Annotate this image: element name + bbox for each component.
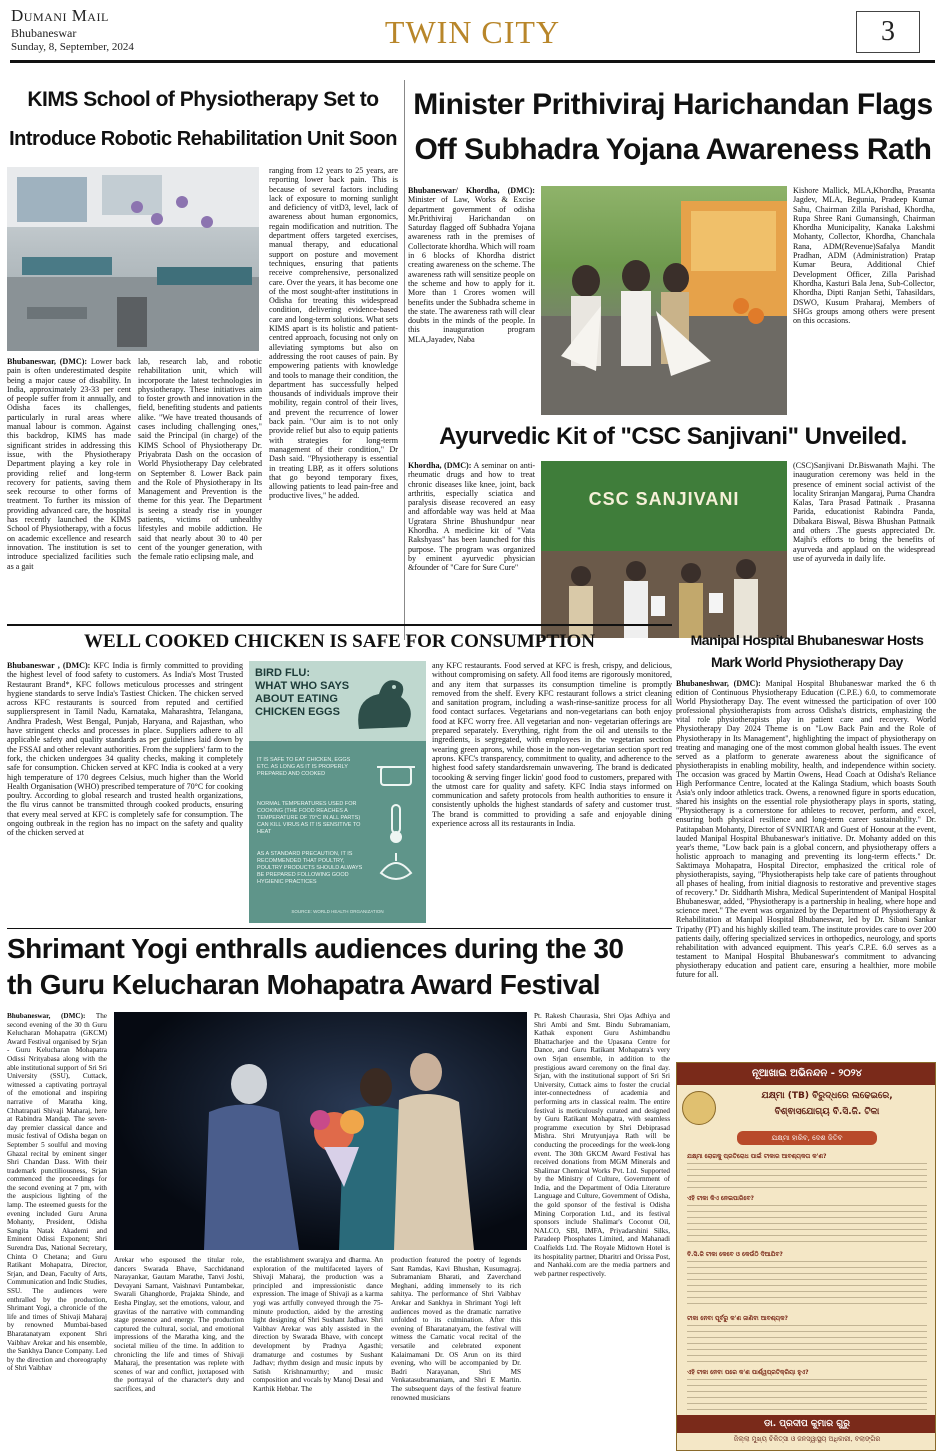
paper-name: Dumani Mail <box>11 6 109 25</box>
yogi-col-4 <box>391 1256 521 1452</box>
kims-headline-1: KIMS School of Physiotherapy Set to <box>27 88 379 111</box>
chicken-dateline: Bhubaneswar , (DMC): <box>7 661 91 670</box>
yogi-col-3 <box>253 1256 383 1452</box>
minister-text-2: Kishore Mallick, MLA,Khordha, Prasanta Jagdev, MLA, Begunia, Pradeep Kumar Sahu, Chairman Zilla Parishad, Khordha, Rupa Shree Rani Gumansingh, Chairman Khordha Municipality, Kanaka Lakshmi Mohanty, Collector, Khordha, Chanchala Rana, ADM(Revenue)Safalya Mandit Pradhan, ADM (Administration) Pratap Kumar Beura, Additional Chief Development Officer, Zilla Parishad Khordha, Kasturi Bala Jena, Sub-Collector, Khordha, Dipti Ranjan Sethi, Tahasildars, DSWO, Kusum Praharaj, Members of SHGs groups among others were present on this occasions. <box>793 186 935 326</box>
infographic-point-1: IT IS SAFE TO EAT CHICKEN, EGGS ETC. AS LONG AS IT IS PROPERLY PREPARED AND COOKED <box>257 757 351 777</box>
yogi-headline-2: th Guru Kelucharan Mohapatra Award Festival <box>7 969 601 1000</box>
yogi-text-3: the establishment swarajya and dharma. An exploration of the multifaceted layers of Shivaji Maharaj, the production was a principled and impressionistic dance expression. The image of Shivaji as a karma yogi was artfully conveyed through the 75-minute production, aided by the arresting light designing of Shri Sushant Jadhav. Shri Vaibhav Arekar was ably assisted in the direction by Swarada Bhave, with concept development by Pradnya Agasthi; dramaturge and costumes by Sushant Jadhav; rhythm design and music inputs by Satish Krishnamurthy; and music composition and vocals by Manoj Desai and Karthik Hebbar. The <box>253 1256 383 1393</box>
ad-question-5: ଏହି ଟୀକା ନେବା ପରେ କ'ଣ ପାର୍ଶ୍ୱପ୍ରତିକ୍ରିୟା ହୁଏ? <box>687 1369 809 1376</box>
yogi-col-5 <box>534 1012 670 1452</box>
section-rule <box>7 624 672 626</box>
bird-flu-infographic <box>249 661 426 923</box>
ad-title-2: ବିଶ୍ଵାସଯୋଗ୍ୟ ବି.ସି.ଜି. ଟିକା <box>774 1107 880 1117</box>
hand-washing-icon <box>381 853 411 879</box>
kims-physio-room-photo <box>7 167 259 351</box>
yogi-headline-1: Shrimant Yogi enthralls audiences during the 30 <box>7 933 624 964</box>
minister-col-1 <box>408 186 535 416</box>
ad-subtitle: ଯକ୍ଷ୍ମା ହାରିବ, ଦେଶ ଜିତିବ <box>737 1131 877 1145</box>
edition-date: Sunday, 8, September, 2024 <box>11 41 134 53</box>
infographic-title-4: CHICKEN EGGS <box>255 706 340 718</box>
kims-text-2: lab, research lab, and robotic rehabilitation unit, which will incorporate the latest technologies in physiotherapy. These initiatives aim to foster growth and innovation in the field, benefiting students and patients alike. "We have treated thousands of cases including challenging ones," said the Principal (in charge) of the KIMS School of Physiotherapy Dr. Priyabrata Dash on the occasion of World Physiotherapy Day celebrated on September 8. Lower Back pain and the Role of Physiotherapy in Its Management and Prevention is the theme for this year. The Department is seeing a steady rise in younger patients, victims of unhealthy lifestyles and mobile addiction. He said that nearly about 30 to 40 per cent of the younger generation, with the female ratio eclipsing male, and <box>138 357 262 562</box>
ad-question-4: ଟୀକା ନେବା ପୂର୍ବରୁ କ'ଣ ଜାଣିବା ଆବଶ୍ୟକ? <box>687 1315 788 1322</box>
chicken-text-2: any KFC restaurants. Food served at KFC is fresh, crispy, and delicious, without compromising on safety. All food items are rigorously monitored, and any item that surpasses its consumption timeline is promptly removed from the shelf. Every KFC restaurant follows a strict cleaning and sanitation program, including a wash-rinse-sanitize process for all food contact surfaces. Vegetarians and non-vegetarians can both enjoy food at KFC worry free. All vegetarian and non- vegetarian offerings are prepared separately. Everything, right from the oil and utensils to the ingredients, is segregated, with employees in the vegetarian section wearing green aprons, while those in the non-vegetarian section sport red aprons. KFC's transparency, commitment to quality, and adherence to the highest food safety standardsremain unwavering. The brand is dedicated tocooking & serving finger lickin' good food to customers, prepared with the utmost care for quality and safety. KFC India stays informed on communication and safety protocols from health authorities to ensure it consistently upholds the highest standards of safety and customer trust. The brand is committed to providing a safe and enjoyable dining experience across all its restaurants in India. <box>432 661 672 829</box>
masthead <box>0 0 945 62</box>
ad-question-1: ଯକ୍ଷ୍ମା ରୋଗକୁ ପ୍ରତିରୋଧ ପାଇଁ ଟୀକାର ଆବଶ୍ୟକତା କ'ଣ? <box>687 1153 827 1160</box>
ayurvedic-text-1: A seminar on anti-rheumatic drugs and how to treat chronic diseases like knee, joint, back arthritis, especially sciatica and paralysis disease recovered an easy and affordable way was held at Maa Ugratara Shrine Bhushundpur near Khordha. A medicine kit of "Vata Rakshyass" has been launched for this purpose. The program was organized by eminent ayurvedic physician &founder of "Care for Sure Cure" <box>408 461 535 573</box>
ad-question-3: ବି.ସି.ଜି ଟୀକା କେବେ ଓ କେଉଁଠି ଦିଆଯିବ? <box>687 1251 783 1258</box>
manipal-headline-2: Mark World Physiotherapy Day <box>711 654 903 670</box>
kims-text-1: Lower back pain is often underestimated despite being a major cause of disability. In India, approximately 23-33 per cent of people suffer from it annually, and Odisha faces its challenges, particularly in rural areas where manual labour is common. Against this backdrop, KIMS has made significant strides in addressing this issue, with the Physiotherapy Department playing a key role in providing relief and long-term recovery for patients, saving them seek recourse to other forms of treatment. To further its mission of providing advanced care, the hospital has recently launched the KIMS School of Physiotherapy, with a focus on academic excellence and research innovation. The institution is set to introduce specialized facilities such as a gait <box>7 357 131 571</box>
ayurvedic-dateline: Khordha, (DMC): <box>408 461 472 470</box>
chicken-text-1: KFC India is firmly committed to providing the highest level of food safety to customers. As India's Most Trusted Restaurant Brand*, KFC follows meticulous processes and stringent hygiene standards to serve India's Tastiest Chicken. The chicken served across KFC restaurants is sourced from reputed and certified supplierspresent in Tamil Nadu, Karnataka, Maharashtra, Telangana, Andhra Pradesh, West Bengal, Punjab, Haryana, and Rajasthan, who have stringent checks and processes in place. Suppliers adhere to all applicable safety and quality standards as per guidelines laid down by the FSSAI and other relevant authorities. From the suppliers' farm to the fork, the chicken undergoes 34 quality checks, making it completely safe for consumption. Chicken served at KFC India is cooked at a very high temperature of 170 degrees Celsius, much higher than the World Health Organisation (WHO) prescribed temperature of 70°C for cooking poultry. According to global research and trusted health organizations, the flu virus cannot be transmitted through cooked products, ensuring that every meal served at KFC is completely safe for consumption. The ongoing outbreak in the region has no impact on the safety and quality of the chicken served at <box>7 661 243 838</box>
minister-flag-off-photo <box>541 186 787 415</box>
ayurvedic-headline: Ayurvedic Kit of "CSC Sanjivani" Unveiled. <box>439 423 907 450</box>
csc-sanjivani-banner: CSC SANJIVANI <box>588 489 740 509</box>
page-number: 3 <box>881 16 895 47</box>
ad-footer-title: ଜିଲ୍ଲା ମୁଖ୍ୟ ଚିକିତ୍ସା ଓ ଜନସ୍ୱାସ୍ଥ୍ୟ ଅଧିକାରୀ, ବଲାଙ୍ଗିର <box>733 1435 881 1443</box>
minister-headline-1: Minister Prithiviraj Harichandan Flags <box>413 88 933 121</box>
infographic-point-3: AS A STANDARD PRECAUTION, IT IS RECOMMENDED THAT POULTRY, POULTRY PRODUCTS SHOULD ALWAYS BE PREPARED FOLLOWING GOOD HYGIENIC PRACTICES <box>257 851 363 885</box>
ayurvedic-text-2: (CSC)Sanjivani Dr.Biswanath Majhi. The inauguration ceremony was held in the presence of eminent social activist of the locality Sriranjan Mangaraj, Purna Chandra Kalas, Tara Prasad Pattnaik . Prasanna Parida, educationist Rabindra Panda, Dibakara Biswal, Biswa Bhushan Pattnaik and others .The guests appreciated Dr. Majhi's efforts to bring the benefits of ayurveda and applaud on the widespread use of ayurveda in daily life. <box>793 461 935 563</box>
column-divider <box>404 80 405 640</box>
chicken-col-2 <box>432 661 672 923</box>
infographic-title-2: WHAT WHO SAYS <box>255 680 350 692</box>
yogi-top-rule <box>7 928 672 929</box>
ad-header: ନୂଆଖାଇ ଅଭିନନ୍ଦନ - ୨୦୨୪ <box>677 1063 936 1085</box>
kims-col-2 <box>138 357 262 637</box>
yogi-text-1: The second evening of the 30 th Guru Kelucharan Mohapatra (GKCM) Award Festival organised by Srjan - Guru Kelucharan Mohapatra Odissi Nrityabasa along with the able institutional support of Sri Sri University (SSU), Cuttack, witnessed a captivating portrayal of the emotional and inspiring narrative of Maratha king, Chhatrapati Shivaji Maharaj, here at Rabindra Mandap. The seven-day premier classical dance and music festival of Odisha began on September 5 soulful and moving Ghazal recital by eminent singer Shri Chandan Dass. With their trademark punctiliousness, Srjan commenced the proceedings for the second evening at 7 pm, with the auspicious lighting of the lamp. The esteemed guests for the evening included Guru Aruna Mohanty, President, Odisha Sangita Natak Akademi and Eminent Odissi Exponent; Shri Surendra Das, National Secretary, Chinta O Chetana; and Guru Ratikant Mohapatra, Director, Srjan, and Dean, Faculty of Arts, Communication and Indic Studies, SSU. The audiences were enthralled by the production, Shrimant Yogi, a chronicle of the life and times of Shivaji Maharaj by renowned Mumbai-based Bharatanatyam exponent Shri Vaibhav Arekar and his ensemble, the Sankhya Dance Company. Led by the direction and choreography of Shri Vaibhav <box>7 1012 107 1373</box>
manipal-dateline: Bhubaneshwar, (DMC): <box>676 679 761 688</box>
yogi-col-1 <box>7 1012 107 1452</box>
tb-vaccine-ad <box>676 1062 936 1451</box>
ad-logo <box>682 1091 716 1125</box>
yogi-text-4: production featured the poetry of legends Sant Ramdas, Kavi Bhushan, Kusumagraj. Subramaniam Bharati, and Zaverchand Meghani, adding immensely to its rich sahitya. The performance of Shri Vaibhav Arekar and Sankhya in Shrimant Yogi left audiences moved as the dramatic narrative unfolded to its culmination. After this evening of Bharatanatyam, the festival will witness the Carnatic vocal recital of the versatile and celebrated exponent Kalaimamani Dr. OS Arun on its third evening, who will be accompanied by Dr. Badri Narayanan, Shri MS Venkatasubramaniam, and Shri E Martin. The subsequent days of the festival feature renowned musicians <box>391 1256 521 1402</box>
edition-city: Bhubaneswar <box>11 26 77 40</box>
yogi-text-2: Arekar who espoused the titular role, dancers Swarada Bhave, Sacchidanand Narayankar, Gautam Marathe, Tanvi Joshi, Devayani Sarnant, Vaishnavi Puntambekar, Swarali Ghanghorde, Prajakta Shinde, and Eesha Pinglay, set the emotions, valour, and gravitas of the narrative with commanding stage presence and energy. The production captured the cultural, social, and emotional impressions of the Maratha king, and the societal milieu of the time. In addition to chronicling the life and times of Shivaji Maharaj, the presentation was replete with scenes of war and conflict, juxtaposed with the portrayal of the character's duty and sacrifices, and <box>114 1256 244 1393</box>
ad-footer-name: ଡା. ପ୍ରଦୀପ କୁମାର ଗୁରୁ <box>677 1415 936 1433</box>
manipal-headline-1: Manipal Hospital Bhubaneswar Hosts <box>690 632 924 648</box>
yogi-col-2 <box>114 1256 244 1452</box>
minister-text-1: Minister of Law, Works & Excise department government of odisha Mr.Prithiviraj Harichandan on Saturday flagged off Subhadra Yojana awareness rath in the premises of Collectorate khordha. Which will roam in 6 blocks of Khordha district creating awareness on the scheme. The awareness rath will sensitize people on the scheme and how to apply for it. More than 1 Crores women will benefits under the Subhadra scheme in the state. The awareness rath will clear doubts in the minds of the people. In this inauguration program MLA,Jayadev, Naba <box>408 195 535 344</box>
ayurvedic-col-1 <box>408 461 535 639</box>
minister-col-2 <box>793 186 935 416</box>
manipal-text: Manipal Hospital Bhubaneswar marked the 6 th edition of Continuous Physiotherapy Education (C.P.E.) 6.0, to commemorate World Physiotherapy Day. The event witnessed the participation of over 100 professional physiotherapists from across Odisha's districts, emphasizing the vital role physiotherapists play in patient care and recovery. World Physiotherapy Day 2024 Theme is on "Low Back Pain and the Role of Physiotherapy in Its Management", highlighting the impact of physiotherapy on treating and managing one of the most common global health issues. The event served as a platform to generate awareness about the significance of physiotherapists in enabling mobility, health, and independence within society. The occasion was graced by Martin Owens, Head Coach at Odisha's Reliance High Performance Centre, located at the Kalinga Stadium, which boasts South Asia's only indoor athletics track. Owens, a renowned figure in sports education, shared his insights on the essential role physiotherapy plays in sports, stating, "Physiotherapy is a cornerstone for athletes to recover, perform, and excel, ensuring both physical resilience and long-term career sustainability." Dr. Patitapaban Mohanty, Director of SVNIRTAR and Guest of Honour at the event, lauded Manipal Hospital Bhubaneswar's initiative. Dr. Mohanty added on this year's theme, "Low back pain is a global concern, and physiotherapy offers a holistic approach to managing and preventing its long-term effects." Dr. Saktimaya Mohapatra, Hospital Director, emphasized the critical role of physiotherapists, saying, "Physiotherapists help take care of patients throughout all phases of healing, from initial diagnosis to restorative and preventive stages of recovery." Dr. Siddharth Mishra, Medical Superintendent of Manipal Hospital Bhubaneswar, added, "Physiotherapy is a partnership in healing, where hope and science meet." The event was organized by the Department of Physiotherapy & Rehabilitation at Manipal Hospital Bhubaneswar, led by Dr. Sibani Sankar Tripathy (PT) and his highly skilled team. The institute provides care to over 200 patients daily, offering specialized services in orthopedics, neurology, and sports rehabilitation with advanced equipment. This year's C.P.E. 6.0 serves as a testament to Manipal Hospital Bhubaneswar's commitment to advancing physiotherapy education and patient care, ensuring a healthier, more mobile future for all. <box>676 679 936 979</box>
infographic-title-3: ABOUT EATING <box>255 693 338 705</box>
ayurvedic-kit-launch-photo <box>541 461 787 638</box>
section-name: TWIN CITY <box>384 14 561 50</box>
ad-title-1: ଯକ୍ଷ୍ମା (TB) ବିରୁଦ୍ଧରେ ଲଢେଇରେ, <box>761 1091 893 1101</box>
cooking-pot-icon <box>377 767 415 785</box>
minister-headline-2: Off Subhadra Yojana Awareness Rath <box>414 133 932 166</box>
yogi-felicitation-photo <box>114 1012 527 1250</box>
chicken-headline: WELL COOKED CHICKEN IS SAFE FOR CONSUMPTION <box>84 631 595 652</box>
chicken-col-1 <box>7 661 243 923</box>
infographic-title-1: BIRD FLU: <box>255 667 310 679</box>
yogi-dateline: Bhubaneswar, (DMC): <box>7 1012 86 1020</box>
infographic-point-2: NORMAL TEMPERATURES USED FOR COOKING (THE FOOD REACHES A TEMPERATURE OF 70°C IN ALL PARTS) CAN KILL VIRUS AS IT IS SENSITIVE TO HEAT <box>257 801 361 835</box>
yogi-text-5: Pt. Rakesh Chaurasia, Shri Ojas Adhiya and Shri Ambi and Smt. Bindu Subramaniam, Kathak exponent Guru Ashimbandhu Bhattacharjee and the Upasana Centre for Dance, and Guru Ratikant Mohapatra's very own Srjan ensemble, in addition to the prestigious award ceremony on the final day. Srjan, with the institutional support of Sri Sri University, Cuttack aims to foster the crucial inter-connectedness of academia and performing arts in classical realm. The entire festival is meticulously curated and designed by Guru Ratikant Mohapatra, with seamless programme execution by Shri Debiprasad Mishra. Shri Mrutyunjaya Rath will be conducting the proceedings for the week-long event. The 30th GKCM Award Festival has received donations from MGM Minerals and Shalimar Chemical Works Pvt. Ltd. Supported by the Ministry of Culture, Government of India, and the Department of Odia Literature Language and Culture, Government of Odisha, the gold sponsor of the festival is Odisha Mining Corporation Ltd., and its festival sponsors include Shalimar's Coconut Oil, NALCO, SBI, IMFA, Priyadarshini Silks, Paradeep Phosphates Limited, and Mahanadi Coalfields Ltd. The Royale Midtown Hotel is its hospitality partner, Dharitri and Orissa Post, and Nanhaki.com are the media partners and web partner respectively. <box>534 1012 670 1278</box>
ad-question-2: ଏହି ଟୀକା କିଏ ନେଇପାରିବେ? <box>687 1195 755 1202</box>
infographic-source: SOURCE: WORLD HEALTH ORGANIZATION <box>291 909 384 914</box>
kims-text-3: ranging from 12 years to 25 years, are reporting lower back pain. This is because of several factors including lack of exposure to morning sunlight and deficiency of vitD3, level, lack of awareness about human ergonomics, regain modification and nutrition. The department offers targeted exercises, manual therapy, and educational support on posture and movement techniques, ensuring that patients receive comprehensive, personalized care. Over the years, it has become one of the most sought-after institutions in Odisha for treating this widespread condition, delivering evidence-based care and long-term solutions. What sets KIMS apart is its holistic and patient-centred approach, focusing not only on alleviating symptoms but also on addressing the root causes of pain. By empowering patients with knowledge and tools to manage their condition, the department has successfully helped thousands of individuals improve their mobility, regain control of their lives, and prevent the recurrence of lower back pain. "Our aim is to not only provide relief but also to equip patients with strategies for long-term management of their condition," Dr Dash said. "Physiotherapy is essential in treating LBP, as it offers solutions that go beyond temporary fixes, allowing patients to lead pain-free and productive lives," he added. <box>269 166 398 501</box>
kims-headline-2: Introduce Robotic Rehabilitation Unit Soon <box>9 128 397 150</box>
minister-dateline: Bhubaneswar/ Khordha, (DMC): <box>408 186 535 195</box>
kims-dateline: Bhubaneswar, (DMC): <box>7 357 88 366</box>
thermometer-icon <box>390 805 402 843</box>
manipal-body <box>676 679 936 1058</box>
kims-col-3 <box>269 166 398 638</box>
kims-col-1 <box>7 357 131 637</box>
masthead-rule <box>10 60 935 63</box>
chicken-icon <box>349 669 421 737</box>
ayurvedic-col-2 <box>793 461 935 639</box>
